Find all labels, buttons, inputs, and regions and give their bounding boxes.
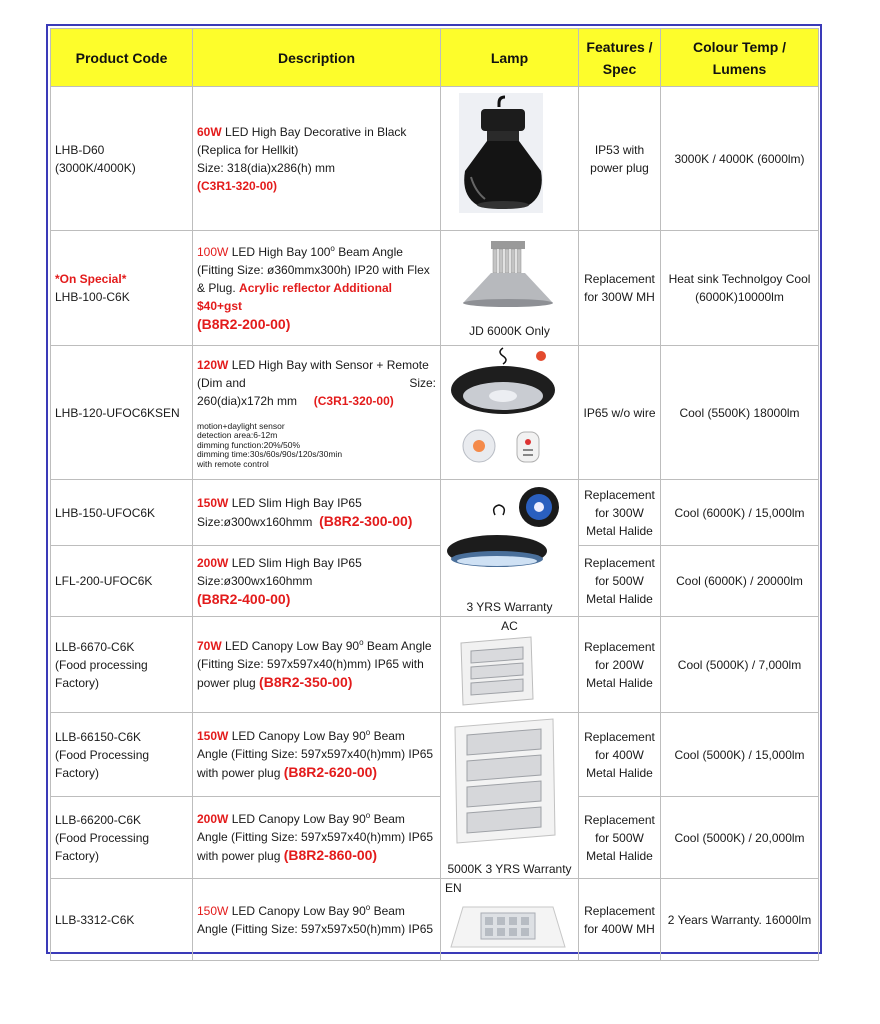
header-product-code: Product Code <box>51 29 193 87</box>
degree-sign: o <box>365 811 371 820</box>
description-cell <box>193 87 441 231</box>
description-cell <box>193 231 441 346</box>
sku-code: (C3R1-320-00) <box>313 393 394 408</box>
lamp-caption: 5000K 3 YRS Warranty <box>447 862 572 876</box>
description-cell <box>193 713 441 797</box>
description-text: LED High Bay with Sensor + Remote (Dim and <box>197 357 429 390</box>
table-row <box>51 87 819 231</box>
table-row <box>51 713 819 797</box>
lamp-caption: 3 YRS Warranty <box>466 600 553 614</box>
sensor-note: with remote control <box>197 458 269 469</box>
description-cell <box>193 797 441 879</box>
product-code-cell <box>51 797 193 879</box>
product-code: LHB-150-UFOC6K <box>55 505 156 520</box>
sensor-note: dimming function:20%/50% <box>197 439 301 450</box>
degree-sign: o <box>365 902 371 912</box>
colour-temp-cell: Heat sink Technolgoy Cool (6000K)10000lm <box>661 231 819 346</box>
sku-code: (B8R2-300-00) <box>319 513 413 529</box>
product-code: LLB-66200-C6K <box>55 812 142 827</box>
header-colour-temp: Colour Temp / Lumens <box>661 29 819 87</box>
wattage: 150W <box>197 496 229 510</box>
description-size: 260(dia)x172h mm <box>197 393 298 408</box>
wattage: 150W <box>197 903 229 918</box>
product-code-cell <box>51 879 193 961</box>
features-cell: Replacement for 400W Metal Halide <box>579 713 661 797</box>
table-row <box>51 231 819 346</box>
degree-sign: o <box>359 638 364 647</box>
sku-code: (B8R2-400-00) <box>197 590 291 607</box>
description-cell <box>193 879 441 961</box>
table-row <box>51 480 819 546</box>
colour-temp-cell: Cool (5000K) / 20,000lm <box>661 797 819 879</box>
description-size: Beam Angle (Fitting Size: 597x597x40(h)mm) IP65 with power plug <box>197 639 432 690</box>
lamp-cell <box>441 480 579 617</box>
product-code-note: (3000K/4000K) <box>55 160 136 175</box>
description-cell <box>193 546 441 617</box>
lamp-caption: AC <box>501 619 518 633</box>
product-code-note: (Food processing Factory) <box>55 657 148 690</box>
product-code-note: (Food Processing Factory) <box>55 830 150 863</box>
sensor-note: dimming time:30s/60s/90s/120s/30min <box>197 449 343 460</box>
table-row <box>51 617 819 713</box>
product-code-cell <box>51 480 193 546</box>
product-code-cell <box>51 87 193 231</box>
wattage: 60W <box>197 124 222 139</box>
recessed-canopy-light-image <box>441 897 578 955</box>
ufo-high-bay-with-remote-image <box>441 346 578 474</box>
high-bay-dome-lamp-image <box>441 87 578 225</box>
wattage: 150W <box>197 729 229 743</box>
description-size: Size: 318(dia)x286(h) mm <box>197 160 336 175</box>
colour-temp-cell: 2 Years Warranty. 16000lm <box>661 879 819 961</box>
description-size: Size:ø300wx160hmm <box>197 573 313 588</box>
features-cell: Replacement for 400W MH <box>579 879 661 961</box>
heatsink-high-bay-lamp-image <box>441 237 578 317</box>
special-badge: *On Special* <box>55 272 127 286</box>
product-code: LLB-66150-C6K <box>55 729 142 744</box>
slim-ufo-high-bay-image <box>441 485 578 593</box>
description-text: LED Canopy Low Bay 90 <box>221 639 360 653</box>
sensor-notes <box>197 422 436 470</box>
product-code-cell <box>51 546 193 617</box>
sensor-note: detection area:6-12m <box>197 430 278 441</box>
header-lamp: Lamp <box>441 29 579 87</box>
description-text: LED Canopy Low Bay 90 <box>228 812 366 826</box>
sku-code: (B8R2-620-00) <box>283 764 378 780</box>
colour-temp-cell: Cool (5000K) / 15,000lm <box>661 713 819 797</box>
colour-temp-cell: Cool (5000K) / 7,000lm <box>661 617 819 713</box>
canopy-low-bay-panel-large-image <box>441 715 578 855</box>
degree-sign: o <box>330 243 335 253</box>
description-cell <box>193 480 441 546</box>
description-text: LED Canopy Low Bay 90 <box>228 903 366 918</box>
wattage: 70W <box>197 639 222 653</box>
sensor-note: motion+daylight sensor <box>197 420 285 431</box>
degree-sign: o <box>365 728 371 737</box>
lamp-cell <box>441 713 579 879</box>
product-code-cell <box>51 713 193 797</box>
lamp-caption: JD 6000K Only <box>469 323 550 338</box>
product-code: LHB-D60 <box>55 142 105 157</box>
lamp-cell <box>441 879 579 961</box>
product-code-note: (Food Processing Factory) <box>55 747 150 780</box>
description-size: Size:ø300wx160hmm <box>197 515 313 529</box>
sku-code: (B8R2-350-00) <box>259 674 353 690</box>
wattage: 200W <box>197 812 229 826</box>
sku-code: (C3R1-320-00) <box>197 178 278 193</box>
description-text: LED High Bay Decorative in Black (Replica for Hellkit) <box>197 124 407 157</box>
accessory-note: Acrylic reflector Additional $40+gst <box>197 280 392 313</box>
features-cell: Replacement for 200W Metal Halide <box>579 617 661 713</box>
lamp-cell <box>441 231 579 346</box>
features-cell: Replacement for 300W Metal Halide <box>579 480 661 546</box>
features-cell: Replacement for 500W Metal Halide <box>579 797 661 879</box>
wattage: 120W <box>197 357 229 372</box>
table-row <box>51 546 819 617</box>
product-code: LFL-200-UFOC6K <box>55 574 153 588</box>
product-code: LLB-6670-C6K <box>55 639 135 654</box>
product-code-cell <box>51 231 193 346</box>
description-text: LED High Bay 100 <box>228 244 331 259</box>
colour-temp-cell: Cool (6000K) / 20000lm <box>661 546 819 617</box>
product-code-cell <box>51 346 193 480</box>
description-text: LED Slim High Bay IP65 <box>228 496 362 510</box>
features-cell: Replacement for 300W MH <box>579 231 661 346</box>
colour-temp-cell: Cool (5500K) 18000lm <box>661 346 819 480</box>
description-size: Beam Angle (Fitting Size: 597x597x40(h)mm) IP65 with power plug <box>197 812 434 863</box>
wattage: 200W <box>197 555 229 570</box>
description-text: LED Slim High Bay IP65 <box>228 555 362 570</box>
table-row <box>51 346 819 480</box>
product-code: LHB-120-UFOC6KSEN <box>55 405 180 420</box>
description-size: Beam Angle (Fitting Size: ø360mmx300h) IP20 with Flex & Plug. <box>197 244 430 295</box>
lamp-cell <box>441 87 579 231</box>
header-description: Description <box>193 29 441 87</box>
description-size-label: Size: <box>409 375 436 390</box>
product-code-cell <box>51 617 193 713</box>
table-row <box>51 797 819 879</box>
features-cell: IP53 with power plug <box>579 87 661 231</box>
wattage: 100W <box>197 244 229 259</box>
colour-temp-cell: 3000K / 4000K (6000lm) <box>661 87 819 231</box>
description-cell <box>193 617 441 713</box>
sku-code: (B8R2-860-00) <box>283 847 378 863</box>
canopy-low-bay-panel-image <box>441 635 578 707</box>
product-code: LLB-3312-C6K <box>55 912 135 927</box>
description-size: Beam Angle (Fitting Size: 597x597x50(h)mm) IP65 <box>197 903 434 936</box>
colour-temp-cell: Cool (6000K) / 15,000lm <box>661 480 819 546</box>
header-features: Features / Spec <box>579 29 661 87</box>
lamp-cell <box>441 617 579 713</box>
header-row <box>51 29 819 87</box>
table-row <box>51 879 819 961</box>
lamp-cell <box>441 346 579 480</box>
lamp-caption: EN <box>445 881 462 895</box>
product-code: LHB-100-C6K <box>55 290 130 304</box>
features-cell: IP65 w/o wire <box>579 346 661 480</box>
sku-code: (B8R2-200-00) <box>197 315 291 332</box>
description-cell <box>193 346 441 480</box>
product-table <box>50 28 819 961</box>
description-size: Beam Angle (Fitting Size: 597x597x40(h)mm) IP65 with power plug <box>197 729 434 780</box>
features-cell: Replacement for 500W Metal Halide <box>579 546 661 617</box>
description-text: LED Canopy Low Bay 90 <box>228 729 366 743</box>
